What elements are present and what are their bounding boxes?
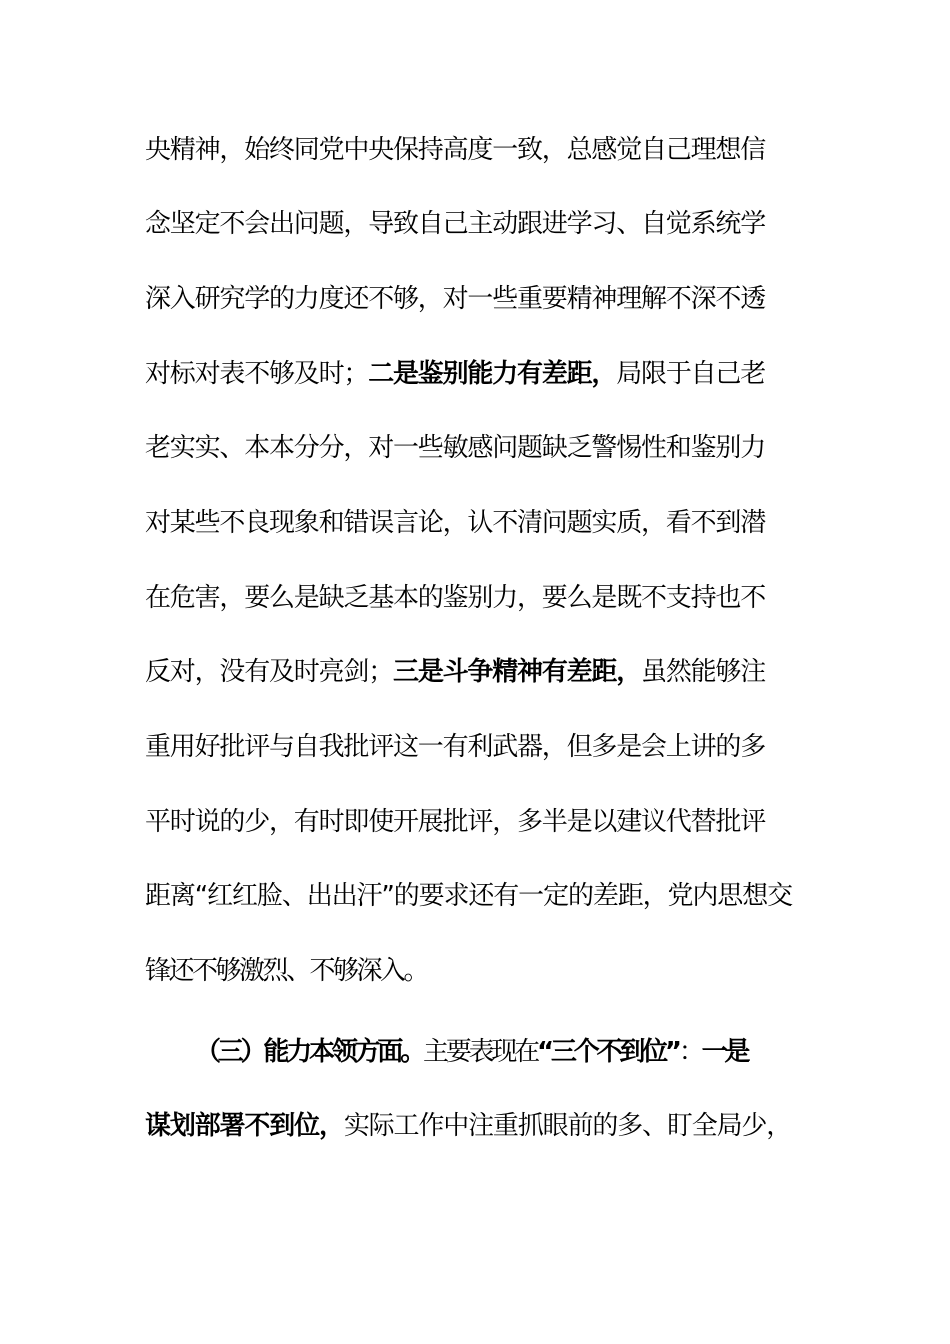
text-line-5 (145, 428, 835, 468)
text-line-2 (145, 204, 835, 244)
text-segment: 老实实、本本分分，对一些敏感问题缺乏警惕性和鉴别力 (145, 433, 766, 463)
text-line-12 (145, 951, 835, 991)
text-segment: 虽然能够注 (641, 657, 766, 687)
section-heading-line (195, 1032, 885, 1072)
text-segment: 主要表现在 (423, 1037, 538, 1067)
text-line-7 (145, 578, 835, 618)
text-segment: 对某些不良现象和错误言论，认不清问题实质，看不到潜 (145, 508, 766, 538)
bold-text-segment: 一是 (701, 1037, 748, 1067)
text-segment: 央精神，始终同党中央保持高度一致，总感觉自己理想信 (145, 135, 766, 165)
bold-text-segment: 二是鉴别能力有差距， (368, 359, 617, 389)
text-line-6 (145, 503, 835, 543)
text-segment: 局限于自己老 (616, 359, 766, 389)
text-segment: 锋还不够激烈、不够深入。 (145, 956, 428, 986)
text-segment: 在危害，要么是缺乏基本的鉴别力，要么是既不支持也不 (145, 583, 766, 613)
text-segment: 反对，没有及时亮剑； (145, 657, 394, 687)
text-segment: 深入研究学的力度还不够，对一些重要精神理解不深不透 (145, 284, 766, 314)
bold-text-segment: 三是斗争精神有差距， (393, 657, 642, 687)
text-line-11 (145, 876, 835, 916)
text-line-3 (145, 279, 835, 319)
text-line-1 (145, 130, 835, 170)
section-heading: （三）能力本领方面。 (195, 1037, 424, 1067)
text-segment: 对标对表不够及时； (145, 359, 369, 389)
text-line-14 (145, 1106, 835, 1146)
text-segment: ： (678, 1037, 702, 1067)
text-segment: 距离“红红脸、出出汗”的要求还有一定的差距，党内思想交 (145, 881, 792, 911)
text-segment: 重用好批评与自我批评这一有利武器，但多是会上讲的多 (145, 732, 766, 762)
text-line-8 (145, 652, 835, 692)
text-line-10 (145, 802, 835, 842)
text-segment: 念坚定不会出问题，导致自己主动跟进学习、自觉系统学 (145, 209, 766, 239)
bold-text-segment: “三个不到位” (537, 1037, 679, 1067)
text-segment: 实际工作中注重抓眼前的多、盯全局少， (343, 1111, 792, 1141)
text-segment: 平时说的少，有时即使开展批评，多半是以建议代替批评 (145, 807, 766, 837)
text-line-9 (145, 727, 835, 767)
text-line-4 (145, 354, 835, 394)
bold-text-segment: 谋划部署不到位， (145, 1111, 344, 1141)
